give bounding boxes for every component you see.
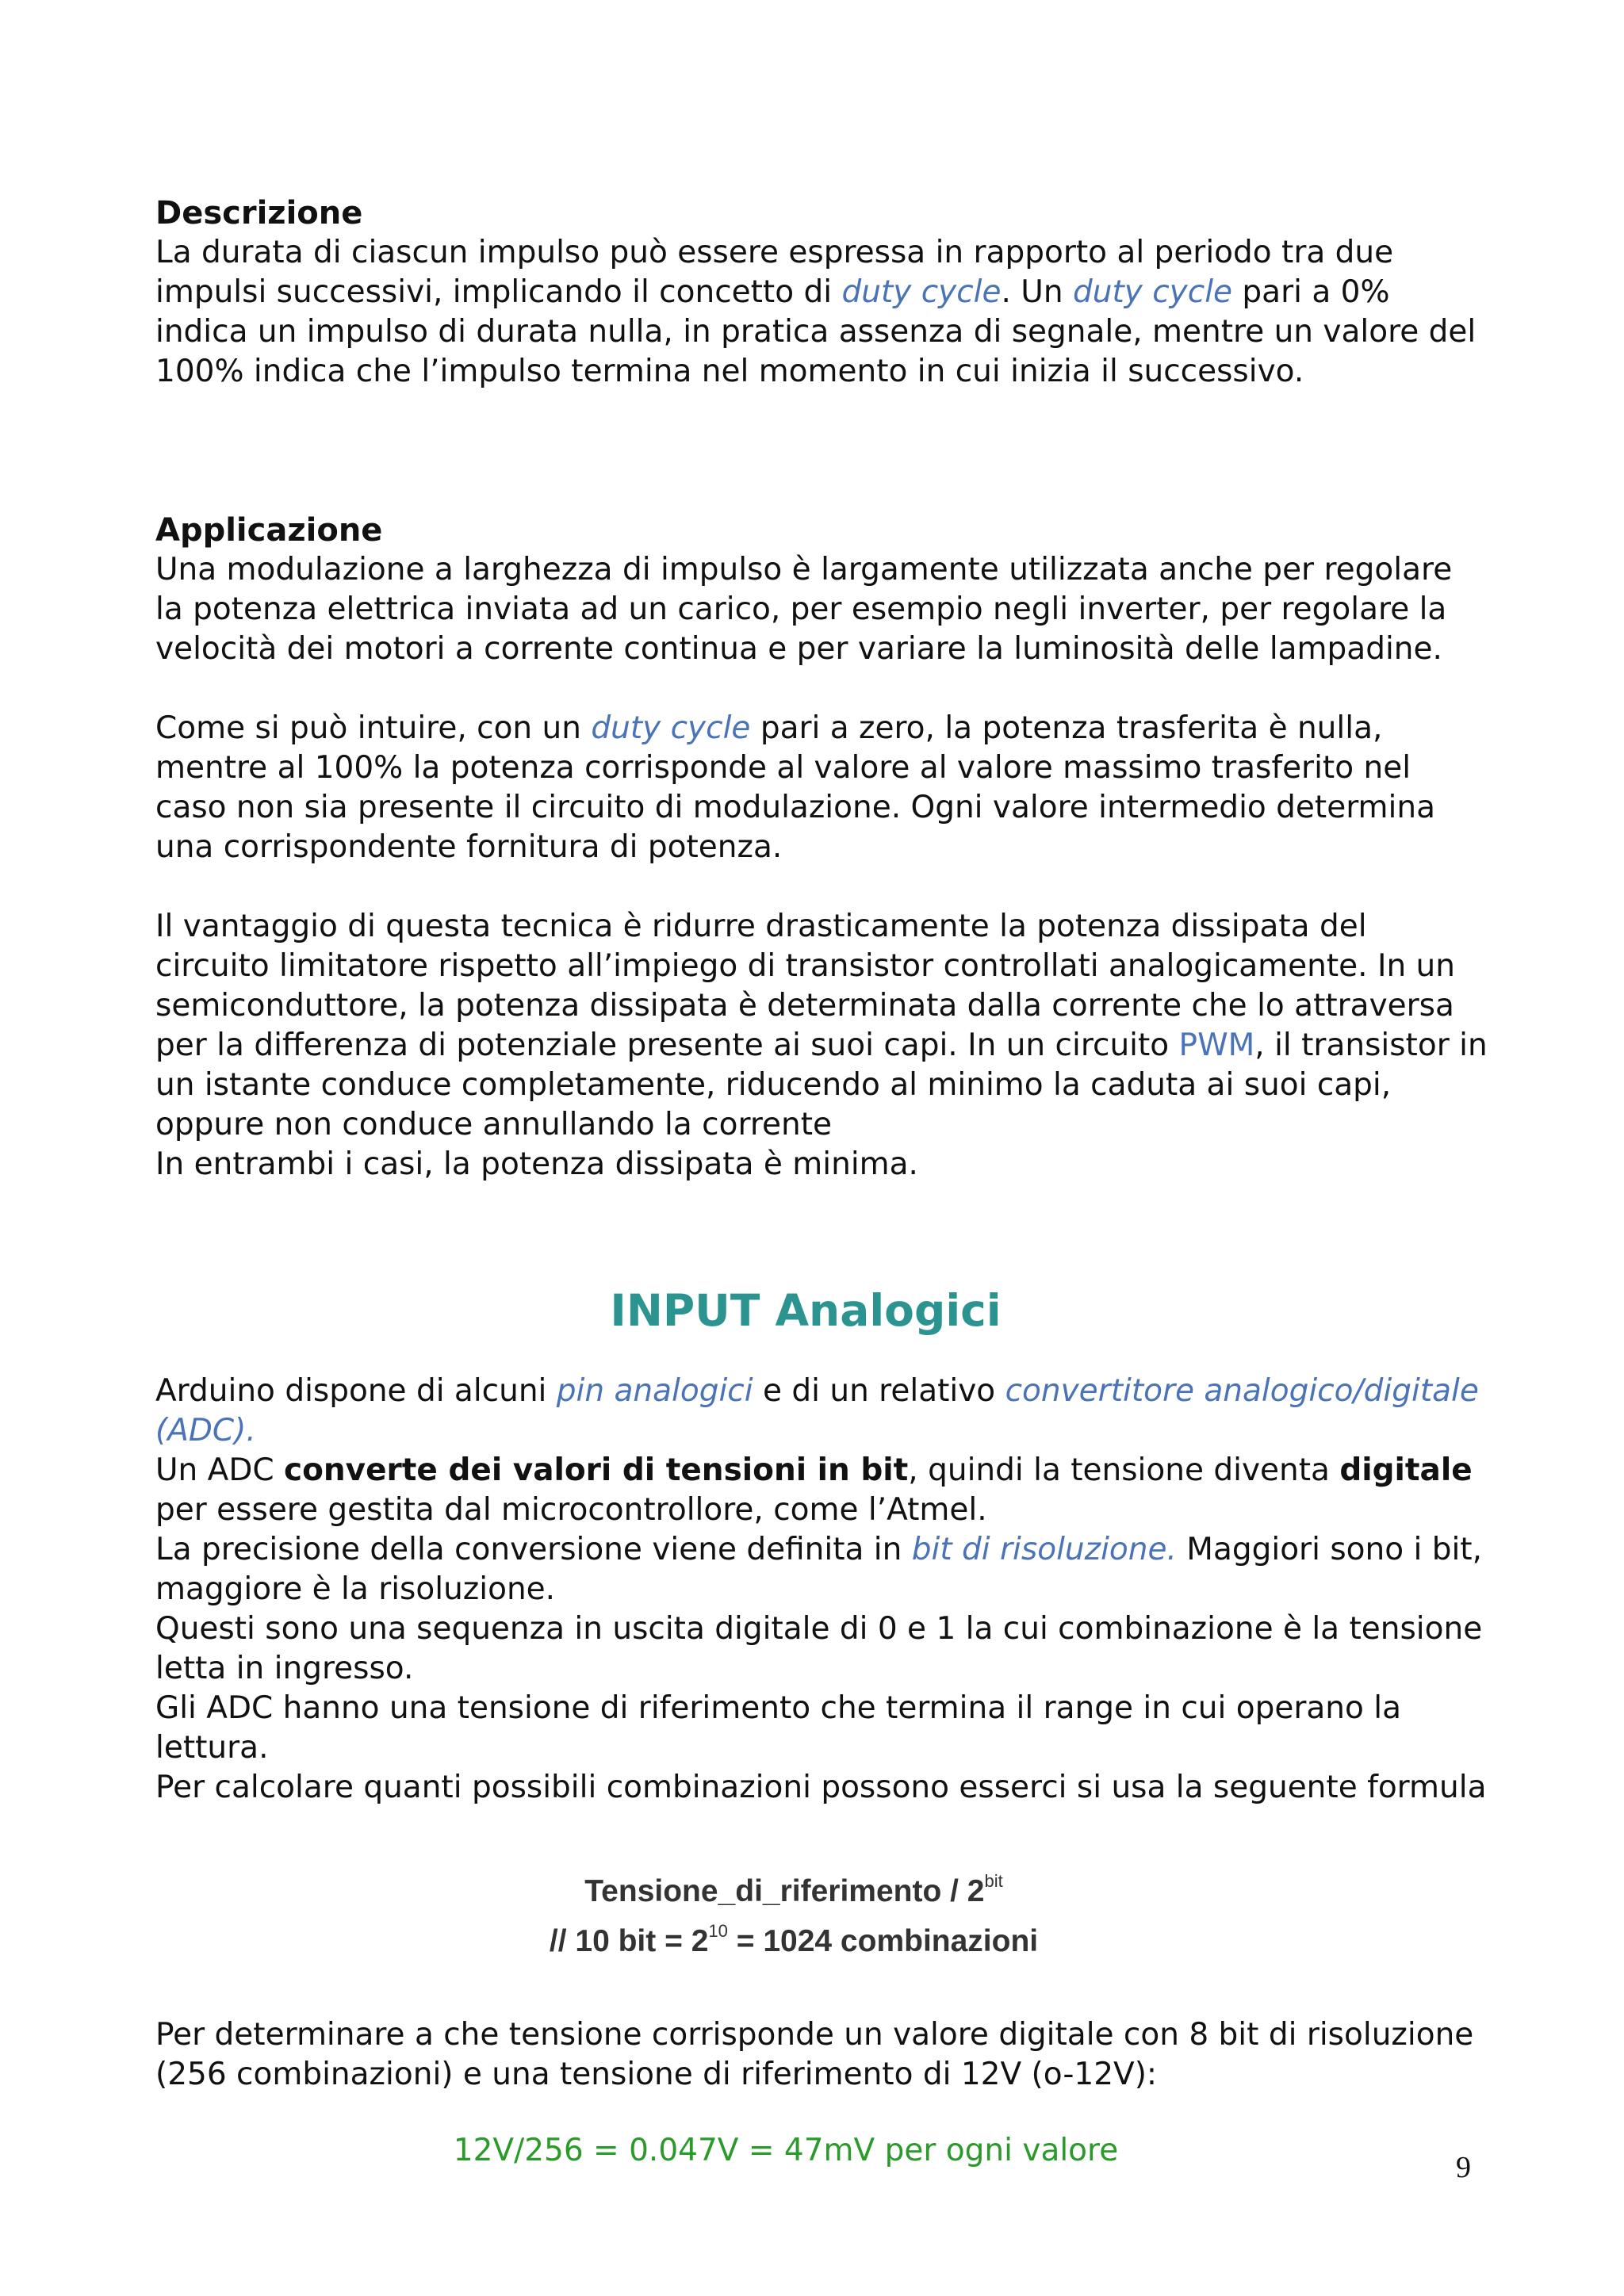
paragraph-applicazione-4: In entrambi i casi, la potenza dissipata è minima. xyxy=(155,1146,918,1182)
text: e di un relativo xyxy=(753,1373,1005,1409)
paragraph-applicazione-1: Una modulazione a larghezza di impulso è largamente utilizzata anche per regolare la potenza elettrica inviata ad un carico, per esempio negli inverter, per regolare la velocità dei motori a corrente continua e per variare la luminosità delle lampadine. xyxy=(155,552,1453,667)
section-title-input-analogici: INPUT Analogici xyxy=(610,1285,1002,1336)
text: La precisione della conversione viene definita in xyxy=(155,1532,912,1567)
text: . Un xyxy=(1001,274,1073,310)
formula-line-2 xyxy=(155,1911,1432,1961)
text: pari a zero, la potenza trasferita è nulla, mentre al 100% la potenza corrisponde al valore al valore massimo trasferito nel caso non sia presente il circuito di modulazione. Ogni valore intermedio determina una corrispondente fornitura di potenza. xyxy=(155,710,1435,865)
paragraph-input-5: Gli ADC hanno una tensione di riferimento che termina il range in cui operano la lettura. xyxy=(155,1690,1401,1766)
paragraph-input-6: Per calcolare quanti possibili combinazioni possono esserci si usa la seguente formula xyxy=(155,1770,1487,1805)
formula-text: = 1024 combinazioni xyxy=(727,1924,1039,1958)
text: pari a 0% indica un impulso di durata nulla, in pratica assenza di segnale, mentre un valore del 100% indica che l’impulso termina nel momento in cui inizia il successivo. xyxy=(155,274,1477,389)
term-bit-di-risoluzione: bit di risoluzione. xyxy=(911,1532,1177,1567)
formula-exponent: 10 xyxy=(708,1921,728,1941)
result-calculation: 12V/256 = 0.047V = 47mV per ogni valore xyxy=(453,2133,1119,2168)
bold-text: converte dei valori di tensioni in bit xyxy=(284,1452,909,1488)
term-pin-analogici: pin analogici xyxy=(556,1373,753,1409)
bold-text: digitale xyxy=(1339,1452,1473,1488)
term-duty-cycle: duty cycle xyxy=(591,710,751,746)
paragraph-input-7: Per determinare a che tensione corrisponde un valore digitale con 8 bit di risoluzione (256 combinazioni) e una tensione di riferimento di 12V (o-12V): xyxy=(155,2017,1474,2092)
text: Il vantaggio di questa tecnica è ridurre drasticamente la potenza dissipata del circuito limitatore rispetto all’impiego di transistor controllati analogicamente. In un semiconduttore, la potenza dissipata è determinata dalla corrente che lo attraversa per la differenza di potenziale presente ai suoi capi. In un circuito xyxy=(155,909,1455,1063)
text: , quindi la tensione diventa xyxy=(908,1452,1340,1488)
pwm-link[interactable]: PWM xyxy=(1178,1027,1255,1063)
paragraph-input-1 xyxy=(155,1372,1488,1451)
document-page xyxy=(155,193,1488,2171)
formula-image xyxy=(155,1862,1488,1961)
formula-text: Tensione_di_riferimento / 2 xyxy=(584,1874,985,1908)
text: Come si può intuire, con un xyxy=(155,710,592,746)
text: Un ADC xyxy=(155,1452,284,1488)
text: La durata di ciascun impulso può essere espressa in rapporto al periodo tra due impulsi successivi, implicando il concetto di xyxy=(155,235,1394,310)
paragraph-applicazione-3 xyxy=(155,907,1488,1145)
formula-exponent: bit xyxy=(984,1871,1003,1891)
term-duty-cycle: duty cycle xyxy=(1072,274,1233,310)
formula-line-1 xyxy=(155,1862,1432,1911)
text: Arduino dispone di alcuni xyxy=(155,1373,557,1409)
page-number: 9 xyxy=(1456,2151,1471,2184)
text: , il transistor in un istante conduce completamente, riducendo al minimo la caduta ai suoi capi, oppure non conduce annullando la corrente xyxy=(155,1027,1488,1142)
term-duty-cycle: duty cycle xyxy=(841,274,1002,310)
paragraph-applicazione-2 xyxy=(155,709,1488,867)
formula-text: // 10 bit = 2 xyxy=(549,1924,709,1958)
text: Maggiori sono i bit, maggiore è la risoluzione. xyxy=(155,1532,1482,1607)
paragraph-input-2 xyxy=(155,1451,1488,1530)
paragraph-input-3 xyxy=(155,1530,1488,1609)
heading-descrizione: Descrizione xyxy=(155,195,363,232)
heading-applicazione: Applicazione xyxy=(155,512,383,549)
term-convertitore: convertitore analogico/digitale (ADC). xyxy=(155,1373,1479,1448)
paragraph-input-4: Questi sono una sequenza in uscita digitale di 0 e 1 la cui combinazione è la tensione letta in ingresso. xyxy=(155,1611,1483,1686)
text: per essere gestita dal microcontrollore, come l’Atmel. xyxy=(155,1492,987,1528)
paragraph-descrizione xyxy=(155,233,1488,392)
